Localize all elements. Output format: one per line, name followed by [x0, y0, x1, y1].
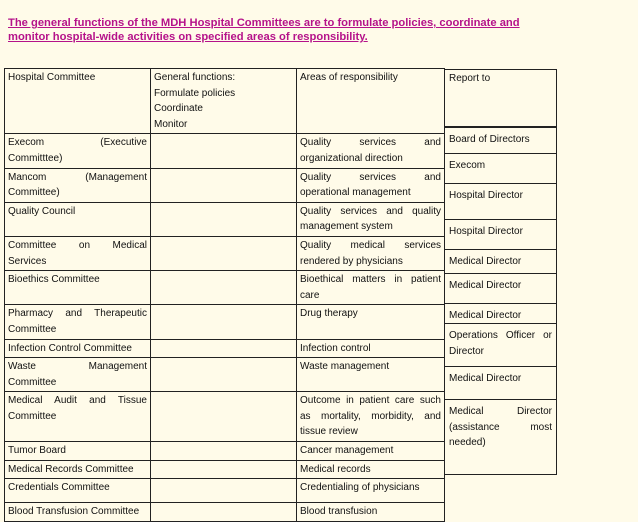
area-line: Quality services and: [300, 171, 441, 183]
committee-name-line: Quality Council: [8, 205, 76, 217]
committee-name-cell: [5, 392, 151, 442]
report-to-cell: [444, 399, 557, 475]
committee-name-cell: [5, 168, 151, 202]
functions-line: Formulate policies: [154, 87, 236, 99]
header-areas: Areas of responsibility: [297, 69, 445, 134]
committee-name-cell: [5, 460, 151, 479]
report-to-header: [444, 69, 557, 127]
area-cell: [297, 168, 445, 202]
report-to-line: Medical Director: [449, 406, 552, 417]
area-line: Quality services and: [300, 137, 441, 149]
functions-cell: [151, 236, 297, 270]
area-line: Outcome in patient care such: [300, 395, 441, 407]
functions-cell: [151, 305, 297, 339]
table-row: [5, 271, 445, 305]
report-to-cell: [444, 219, 557, 250]
report-to-line: Director: [449, 345, 485, 357]
functions-cell: [151, 134, 297, 168]
table-row: [5, 134, 445, 168]
committee-name-cell: [5, 271, 151, 305]
area-line: operational management: [300, 187, 411, 199]
committee-name-line: Committee: [8, 376, 57, 388]
report-to-line: Operations Officer or: [449, 330, 552, 341]
committee-table: [4, 68, 444, 522]
area-line: Bioethical matters in patient: [300, 274, 441, 286]
report-to-line: Board of Directors: [449, 134, 530, 145]
header-functions: [151, 69, 297, 134]
report-to-line: Hospital Director: [449, 190, 523, 201]
committee-name-line: Pharmacy and Therapeutic: [8, 308, 147, 320]
report-to-line: Medical Director: [449, 310, 522, 321]
committee-name-line: Waste Management: [8, 361, 147, 373]
table-row: [5, 358, 445, 392]
title-line-2: monitor hospital-wide activities on specified areas of responsibility.: [8, 31, 368, 43]
area-cell: [297, 442, 445, 461]
functions-cell: [151, 168, 297, 202]
area-cell: [297, 358, 445, 392]
area-cell: [297, 392, 445, 442]
table-row: [5, 479, 445, 503]
table-row: [5, 305, 445, 339]
area-line: care: [300, 289, 320, 301]
functions-line: Coordinate: [154, 103, 203, 115]
area-cell: [297, 236, 445, 270]
table-row: [5, 202, 445, 236]
report-to-column: [444, 69, 557, 475]
report-to-line: Execom: [449, 160, 486, 171]
area-cell: [297, 271, 445, 305]
title-line-1: The general functions of the MDH Hospital Committees are to formulate policies, coordinate and: [8, 17, 520, 29]
table-row: [5, 503, 445, 522]
committee-name-line: Tumor Board: [8, 445, 66, 457]
committee-name-cell: [5, 503, 151, 522]
report-to-line: Hospital Director: [449, 226, 523, 237]
report-to-cell: [444, 303, 557, 324]
report-to-line: needed): [449, 437, 486, 449]
area-cell: [297, 339, 445, 358]
report-to-line: Medical Director: [449, 256, 522, 267]
table-header-row: [5, 69, 445, 134]
committee-name-cell: [5, 479, 151, 503]
table-row: [5, 339, 445, 358]
area-line: Blood transfusion: [300, 506, 378, 518]
committee-name-line: Infection Control Committee: [8, 342, 132, 354]
area-cell: [297, 305, 445, 339]
table-row: [5, 168, 445, 202]
area-line: Quality services and quality: [300, 205, 441, 217]
report-to-cell: [444, 127, 557, 154]
area-line: management system: [300, 221, 393, 233]
committee-name-cell: [5, 358, 151, 392]
area-line: as mortality, morbidity, and: [300, 410, 441, 422]
report-to-line: (assistance most: [449, 421, 552, 433]
report-to-cell: [444, 273, 557, 304]
report-to-line: Medical Director: [449, 280, 522, 291]
functions-cell: [151, 358, 297, 392]
functions-cell: [151, 460, 297, 479]
committee-name-line: Committee on Medical: [8, 239, 147, 251]
area-line: Drug therapy: [300, 308, 358, 320]
committee-name-cell: [5, 305, 151, 339]
area-cell: [297, 460, 445, 479]
committee-name-line: Services: [8, 255, 47, 267]
functions-cell: [151, 442, 297, 461]
report-to-cell: [444, 183, 557, 220]
area-cell: [297, 202, 445, 236]
area-cell: [297, 134, 445, 168]
committee-name-line: Medical Records Committee: [8, 463, 134, 475]
functions-line: General functions:: [154, 72, 236, 83]
committee-name-line: Committee: [8, 323, 57, 335]
functions-cell: [151, 479, 297, 503]
functions-cell: [151, 503, 297, 522]
area-cell: [297, 503, 445, 522]
area-line: Quality medical services: [300, 239, 441, 251]
area-line: Cancer management: [300, 445, 394, 457]
functions-line: Monitor: [154, 118, 188, 130]
area-line: tissue review: [300, 426, 358, 438]
committee-name-cell: [5, 236, 151, 270]
area-cell: [297, 479, 445, 503]
committee-name-cell: [5, 134, 151, 168]
committee-name-cell: [5, 202, 151, 236]
committee-name-line: Credentials Committee: [8, 482, 110, 494]
report-to-cell: [444, 153, 557, 184]
committee-name-cell: [5, 339, 151, 358]
functions-cell: [151, 271, 297, 305]
area-line: Waste management: [300, 361, 390, 373]
committee-name-line: Execom (Executive: [8, 137, 147, 149]
table-row: [5, 236, 445, 270]
table-row: [5, 392, 445, 442]
committee-table-body: [5, 69, 445, 522]
committee-name-line: Medical Audit and Tissue: [8, 395, 147, 407]
area-line: Credentialing of physicians: [300, 482, 420, 494]
committee-name-line: Committee: [8, 410, 57, 422]
report-to-line: Report to: [449, 73, 491, 84]
table-row: [5, 442, 445, 461]
report-to-line: Medical Director: [449, 373, 522, 384]
functions-cell: [151, 339, 297, 358]
area-line: organizational direction: [300, 152, 403, 164]
committee-name-line: Committtee): [8, 152, 63, 164]
area-line: Infection control: [300, 342, 371, 354]
area-line: Medical records: [300, 463, 371, 475]
committee-name-cell: [5, 442, 151, 461]
area-line: rendered by physicians: [300, 255, 403, 267]
report-to-cell: [444, 249, 557, 274]
table-row: [5, 460, 445, 479]
committee-name-line: Mancom (Management: [8, 171, 147, 183]
page-title: [8, 16, 628, 44]
functions-cell: [151, 392, 297, 442]
report-to-cell: [444, 366, 557, 400]
header-committee: Hospital Committee: [5, 69, 151, 134]
committee-name-line: Committee): [8, 187, 60, 199]
report-to-cell: [444, 323, 557, 367]
committee-name-line: Blood Transfusion Committee: [8, 506, 140, 518]
committee-name-line: Bioethics Committee: [8, 274, 100, 286]
functions-cell: [151, 202, 297, 236]
